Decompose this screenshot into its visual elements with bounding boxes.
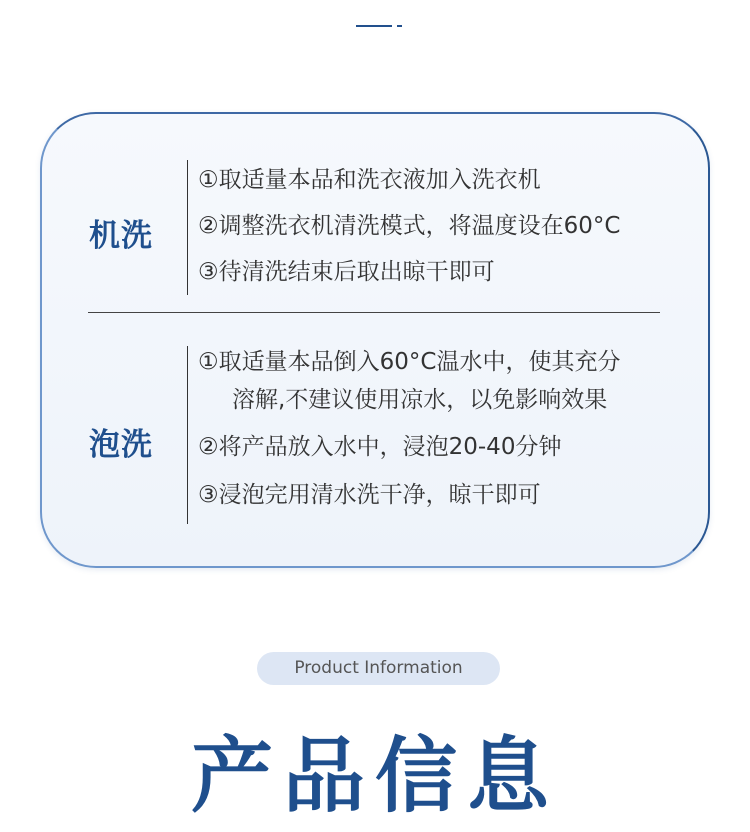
soak-wash-title: 泡洗 — [89, 427, 153, 463]
top-decor-mark — [356, 25, 406, 28]
product-information-pill: Product Information — [257, 652, 500, 685]
soak-wash-step-1: ①取适量本品倒入60°C温水中，使其充分 — [198, 349, 621, 375]
section-divider — [88, 312, 660, 313]
soak-wash-step-2: ②将产品放入水中，浸泡20-40分钟 — [198, 434, 562, 460]
machine-wash-step-3: ③待清洗结束后取出晾干即可 — [198, 259, 495, 285]
soak-wash-step-3: ③浸泡完用清水洗干净，晾干即可 — [198, 482, 541, 508]
decor-dash-long — [356, 25, 392, 27]
washing-instructions-card — [40, 112, 710, 568]
decor-dash-short — [397, 25, 402, 27]
machine-wash-step-1: ①取适量本品和洗衣液加入洗衣机 — [198, 167, 541, 193]
machine-wash-divider-line — [187, 160, 188, 295]
machine-wash-title: 机洗 — [89, 218, 153, 254]
soak-wash-step-1-cont: 溶解,不建议使用凉水，以免影响效果 — [232, 387, 608, 413]
product-info-heading: 产品信息 — [190, 729, 559, 824]
machine-wash-step-2: ②调整洗衣机清洗模式，将温度设在60°C — [198, 213, 621, 239]
soak-wash-divider-line — [187, 346, 188, 524]
